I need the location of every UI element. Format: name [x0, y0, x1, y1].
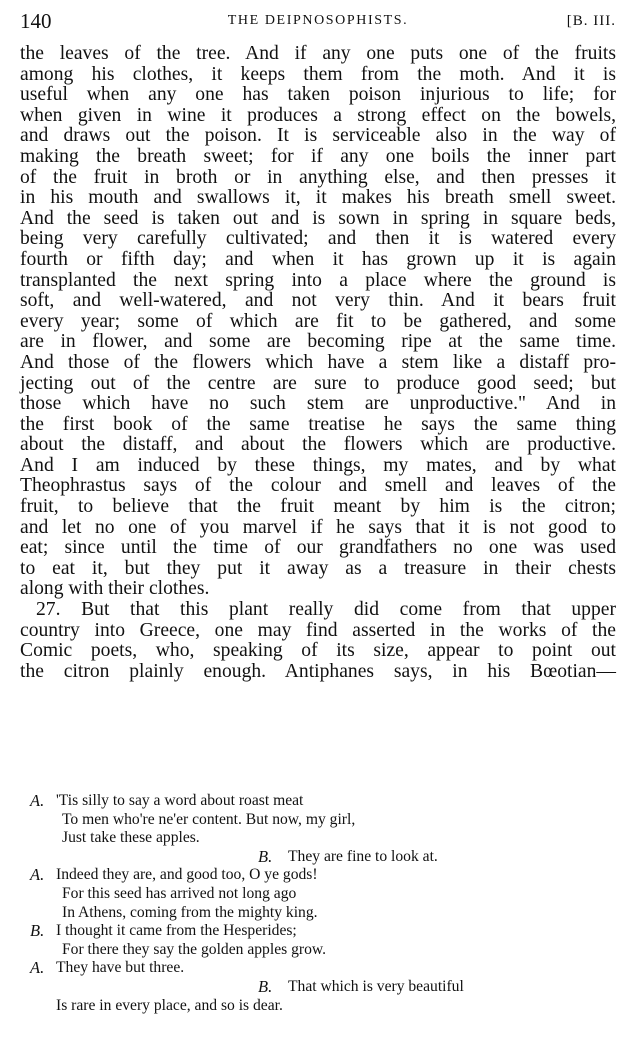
book-marker: [B. III.: [566, 13, 616, 29]
verse-quotation: [30, 792, 570, 1015]
verse-line: [30, 922, 570, 941]
verse-text: For this seed has arrived not long ago: [62, 884, 297, 902]
verse-text: They have but three.: [56, 959, 185, 977]
verse-text: 'Tis silly to say a word about roast meat: [56, 792, 304, 809]
prose-line: eat; since until the time of our grandfathers no one was used: [20, 537, 616, 559]
prose-line: those which have no such stem are unproductive." And in: [20, 393, 616, 415]
speaker-label: A.: [30, 865, 45, 885]
prose-line: when given in wine it produces a strong effect on the bowels,: [20, 104, 616, 126]
prose-line: jecting out of the centre are sure to produce good seed; but: [20, 372, 616, 394]
running-title: THE DEIPNOSOPHISTS.: [227, 13, 409, 28]
verse-line: [30, 866, 570, 885]
prose-line: and draws out the poison. It is serviceable also in the way of: [20, 125, 616, 147]
prose-line: making the breath sweet; for if any one boils the inner part: [20, 145, 616, 167]
verse-line: [30, 904, 570, 923]
verse-line: [30, 959, 570, 978]
prose-line: along with their clothes.: [20, 578, 210, 600]
prose-line: fourth or fifth day; and when it has grown up it is again: [20, 248, 616, 270]
prose-line: And I am induced by these things, my mates, and by what: [20, 454, 616, 476]
verse-line: [30, 792, 570, 811]
verse-text: That which is very beautiful: [288, 977, 464, 995]
prose-line: fruit, to believe that the fruit meant by him is the citron;: [20, 496, 616, 518]
prose-line: every year; some of which are fit to be gathered, and some: [20, 310, 616, 332]
verse-text: Indeed they are, and good too, O ye gods!: [56, 866, 318, 884]
verse-text: Is rare in every place, and so is dear.: [56, 996, 283, 1014]
prose-line: the first book of the same treatise he says the same thing: [20, 413, 616, 435]
prose-line: And those of the flowers which have a stem like a distaff pro-: [20, 351, 616, 373]
speaker-label: B.: [258, 976, 273, 996]
prose-line: and let no one of you marvel if he says that it is not good to: [20, 516, 616, 538]
verse-line: [30, 997, 570, 1016]
prose-line: the citron plainly enough. Antiphanes says, in his Bœotian—: [20, 660, 616, 682]
prose-line: And the seed is taken out and is sown in spring in square beds,: [20, 207, 616, 229]
prose-line: soft, and well-watered, and not very thin. And it bears fruit: [20, 290, 616, 312]
verse-text: They are fine to look at.: [288, 847, 438, 865]
prose-line: among his clothes, it keeps them from the moth. And it is: [20, 63, 616, 85]
page-number: 140: [20, 9, 52, 33]
prose-line: are in flower, and some are becoming ripe at the same time.: [20, 331, 616, 353]
prose-line: country into Greece, one may find asserted in the works of the: [20, 619, 616, 641]
verse-line: [30, 941, 570, 960]
verse-line: [30, 811, 570, 830]
verse-line: [30, 848, 570, 867]
prose-line: about the distaff, and about the flowers which are productive.: [20, 434, 616, 456]
speaker-label: B.: [258, 846, 273, 866]
prose-line: Comic poets, who, speaking of its size, appear to point out: [20, 640, 616, 662]
prose-line: the leaves of the tree. And if any one puts one of the fruits: [20, 43, 616, 64]
verse-text: For there they say the golden apples grow.: [62, 940, 327, 958]
speaker-label: A.: [30, 791, 45, 810]
prose-line: in his mouth and swallows it, it makes his breath smell sweet.: [20, 187, 616, 209]
prose-line: to eat it, but they put it away as a treasure in their chests: [20, 557, 616, 579]
verse-text: To men who're ne'er content. But now, my girl,: [62, 810, 356, 828]
prose-body: [20, 44, 626, 682]
verse-line: [30, 829, 570, 848]
prose-line: Theophrastus says of the colour and smell and leaves of the: [20, 475, 616, 497]
verse-text: Just take these apples.: [62, 829, 200, 847]
prose-line: of the fruit in broth or in anything else, and then presses it: [20, 166, 616, 188]
verse-text: I thought it came from the Hesperides;: [56, 922, 297, 940]
speaker-label: B.: [30, 921, 45, 941]
prose-line: being very carefully cultivated; and then it is watered every: [20, 228, 616, 250]
verse-line: [30, 885, 570, 904]
section-27-opening: 27. But that this plant really did come from that upper: [36, 599, 616, 621]
prose-line: transplanted the next spring into a place where the ground is: [20, 269, 616, 291]
verse-text: In Athens, coming from the mighty king.: [62, 903, 318, 921]
prose-line: useful when any one has taken poison injurious to life; for: [20, 84, 616, 106]
page-header: [20, 6, 616, 36]
speaker-label: A.: [30, 958, 45, 978]
verse-line: [30, 978, 570, 997]
